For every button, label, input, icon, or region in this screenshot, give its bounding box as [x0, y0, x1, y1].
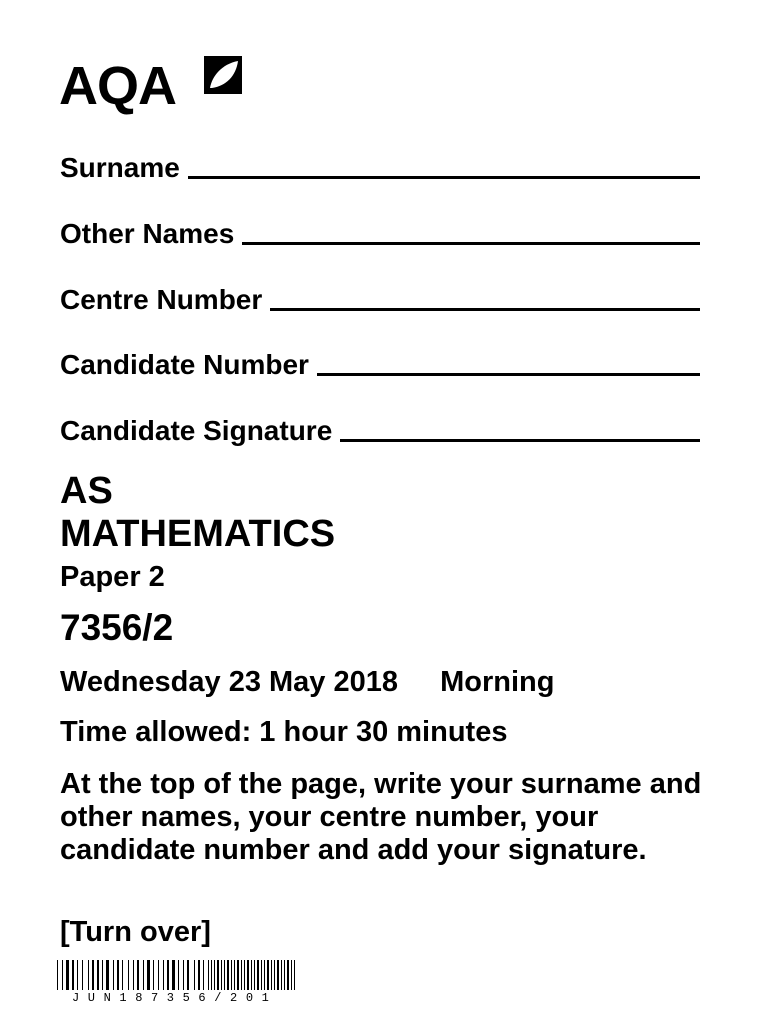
centre-number-line[interactable] — [270, 308, 700, 311]
exam-level: AS — [60, 470, 113, 512]
surname-field[interactable] — [60, 148, 700, 184]
leaf-logo-icon — [202, 54, 244, 96]
logo-text: AQA — [59, 56, 176, 116]
centre-number-label: Centre Number — [60, 284, 263, 315]
aqa-logo — [59, 54, 249, 116]
candidate-signature-label: Candidate Signature — [60, 415, 333, 446]
barcode — [57, 960, 297, 990]
candidate-signature-line[interactable] — [340, 439, 700, 442]
exam-session: Morning — [440, 666, 555, 698]
candidate-number-field[interactable] — [60, 345, 700, 381]
exam-date: Wednesday 23 May 2018 — [60, 666, 398, 698]
exam-subject: MATHEMATICS — [60, 513, 336, 555]
instructions-text: At the top of the page, write your surname and other names, your centre number, your candidate number and add your signature. — [60, 768, 702, 866]
barcode-text: JUN187356/201 — [72, 991, 278, 1005]
candidate-number-line[interactable] — [317, 373, 700, 376]
other-names-line[interactable] — [242, 242, 700, 245]
surname-label: Surname — [60, 152, 180, 183]
turn-over-label: [Turn over] — [60, 916, 211, 948]
centre-number-field[interactable] — [60, 280, 700, 316]
exam-paper: Paper 2 — [60, 561, 165, 593]
time-allowed: Time allowed: 1 hour 30 minutes — [60, 716, 508, 748]
exam-code: 7356/2 — [60, 607, 174, 648]
other-names-field[interactable] — [60, 214, 700, 250]
surname-line[interactable] — [188, 176, 700, 179]
other-names-label: Other Names — [60, 218, 235, 249]
exam-date-row — [60, 665, 554, 699]
candidate-signature-field[interactable] — [60, 411, 700, 447]
candidate-number-label: Candidate Number — [60, 349, 309, 380]
